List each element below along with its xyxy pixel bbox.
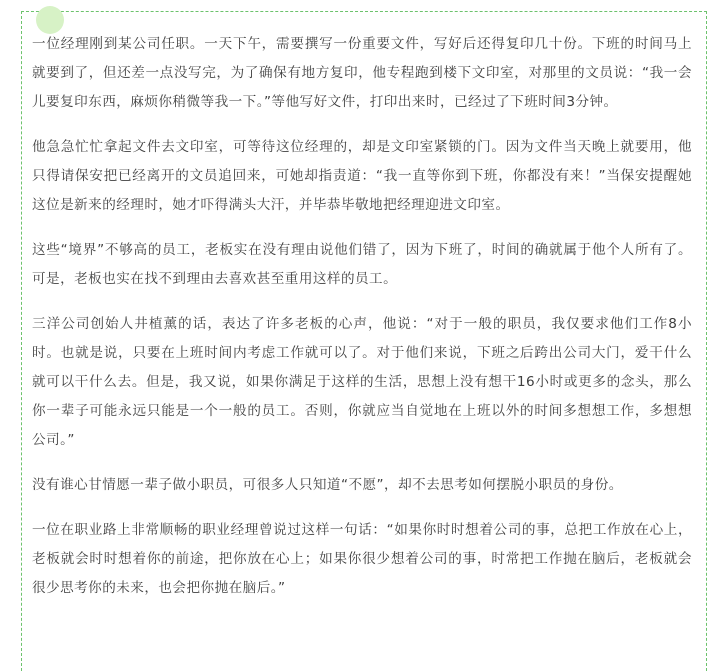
paragraph-4: 三洋公司创始人井植薰的话，表达了许多老板的心声，他说：“对于一般的职员，我仅要求他们工作8小时。也就是说，只要在上班时间内考虑工作就可以了。对于他们来说，下班之后跨出公司大门，爱干什么就可以干什么去。但是，我又说，如果你满足于这样的生活，思想上没有想干16小时或更多的念头，那么你一辈子可能永远只能是一个一般的员工。否则，你就应当自觉地在上班以外的时间多想想工作，多想想公司。”	[32, 316, 692, 448]
paragraph-3: 这些“境界”不够高的员工，老板实在没有理由说他们错了，因为下班了，时间的确就属于他个人所有了。可是，老板也实在找不到理由去喜欢甚至重用这样的员工。	[32, 242, 692, 287]
paragraph-1: 一位经理刚到某公司任职。一天下午，需要撰写一份重要文件，写好后还得复印几十份。下班的时间马上就要到了，但还差一点没写完，为了确保有地方复印，他专程跑到楼下文印室，对那里的文员说：“我一会儿要复印东西，麻烦你稍微等我一下。”等他写好文件，打印出来时，已经过了下班时间3分钟。	[32, 36, 692, 110]
article-body	[32, 30, 692, 619]
paragraph-5: 没有谁心甘情愿一辈子做小职员，可很多人只知道“不愿”，却不去思考如何摆脱小职员的身份。	[32, 477, 623, 493]
paragraph-2: 他急急忙忙拿起文件去文印室，可等待这位经理的，却是文印室紧锁的门。因为文件当天晚上就要用，他只得请保安把已经离开的文员追回来，可她却指责道：“我一直等你到下班，你都没有来！”当保安提醒她这位是新来的经理时，她才吓得满头大汗，并毕恭毕敬地把经理迎进文印室。	[32, 139, 692, 213]
paragraph-6: 一位在职业路上非常顺畅的职业经理曾说过这样一句话：“如果你时时想着公司的事，总把工作放在心上，老板就会时时想着你的前途，把你放在心上；如果你很少想着公司的事，时常把工作抛在脑后，老板就会很少思考你的未来，也会把你抛在脑后。”	[32, 522, 692, 596]
